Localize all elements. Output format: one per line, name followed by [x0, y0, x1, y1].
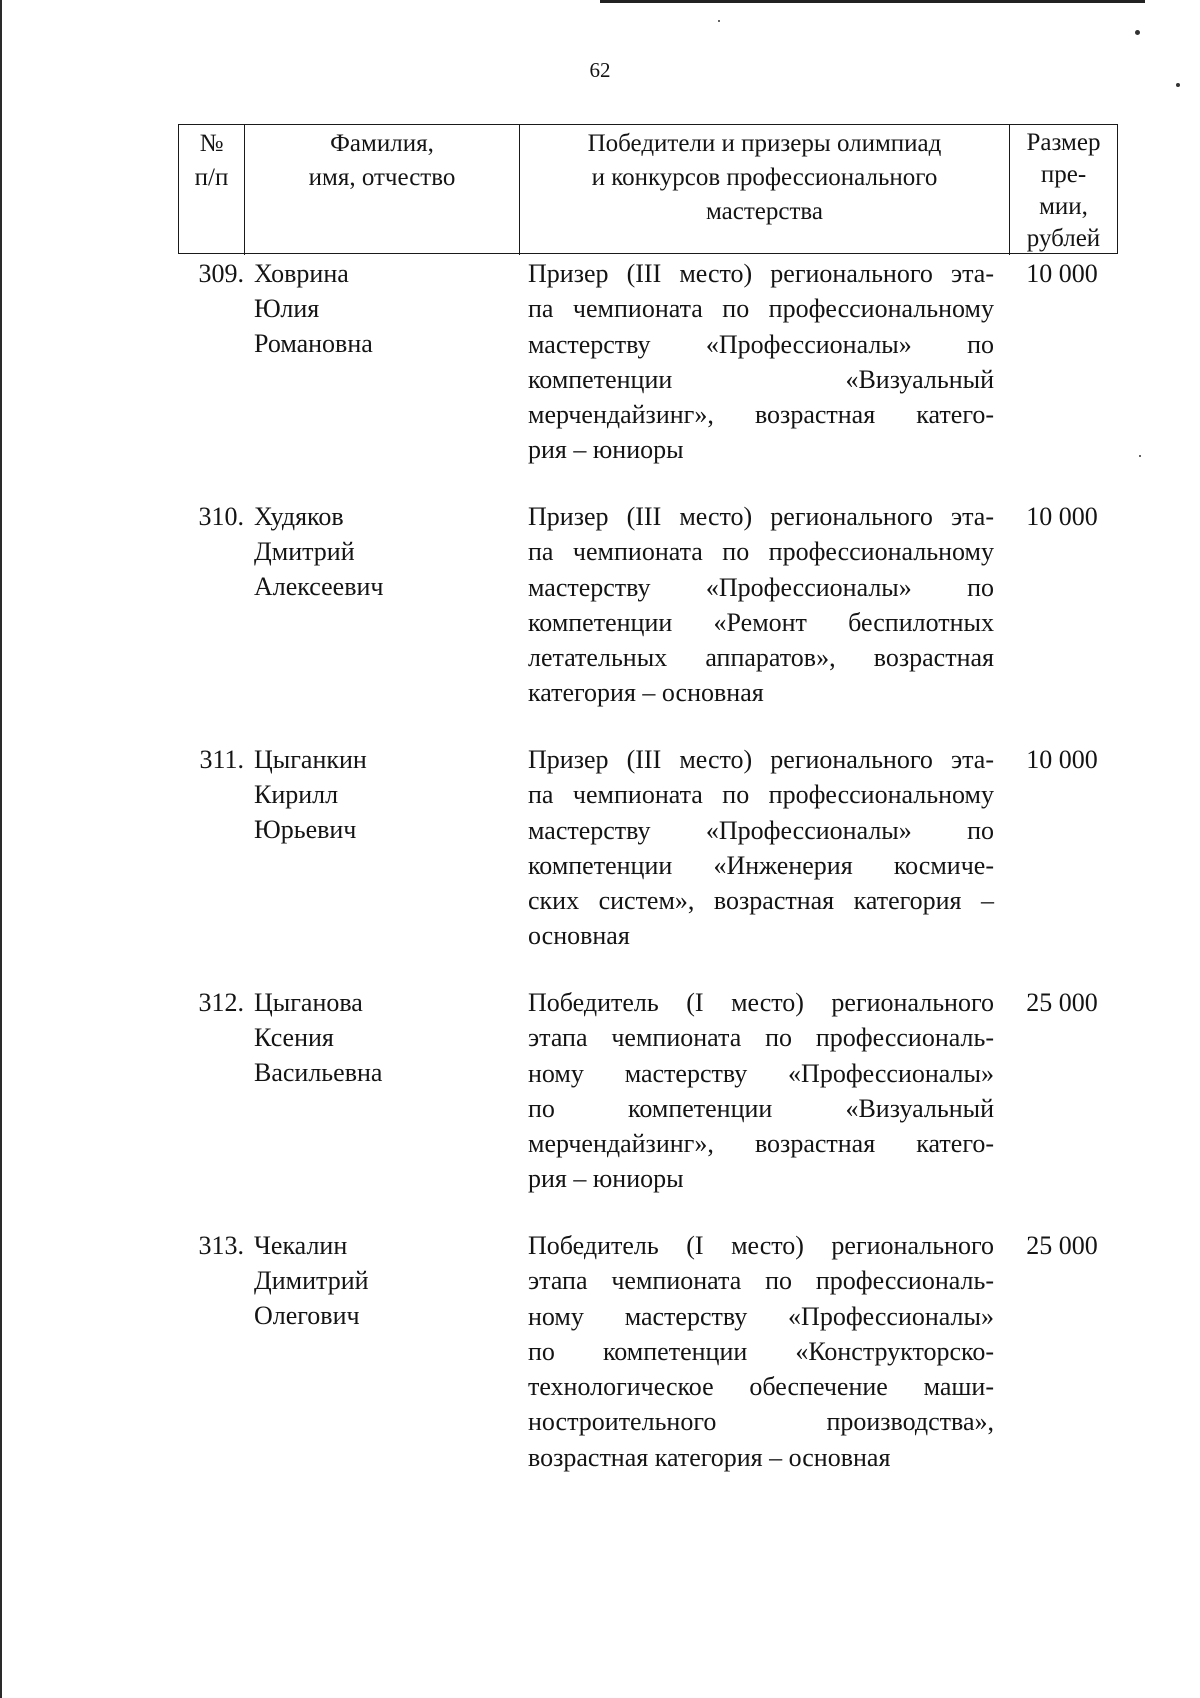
row-full-name: [254, 256, 514, 361]
description-line: ному мастерству «Профессионалы»: [528, 1301, 994, 1331]
header-achievement-line: Победители и призеры олимпиад: [587, 130, 942, 157]
header-prize: [1010, 125, 1117, 255]
header-prize-line: пре-: [1040, 161, 1087, 188]
row-description: [528, 742, 994, 954]
surname: Чекалин: [254, 1231, 348, 1260]
description-line: этапа чемпионата по профессиональ-: [528, 1023, 994, 1053]
description-line: па чемпионата по профессиональному: [528, 780, 994, 810]
header-number: [179, 125, 245, 255]
table-row: [178, 1228, 1118, 1508]
surname: Ховрина: [254, 259, 349, 288]
row-description: [528, 1228, 994, 1475]
row-amount: 10 000: [1026, 745, 1098, 774]
header-achievement-line: мастерства: [706, 198, 823, 225]
description-line: технологическое обеспечение маши-: [528, 1372, 994, 1402]
description-line: возрастная категория – основная: [528, 1442, 891, 1472]
first-name: Кирилл: [254, 780, 339, 809]
description-line: этапа чемпионата по профессиональ-: [528, 1266, 994, 1296]
description-line: компетенции «Ремонт беспилотных: [528, 607, 994, 637]
description-line: по компетенции «Визуальный: [528, 1093, 994, 1123]
scan-speck: [1135, 30, 1140, 35]
patronymic: Олегович: [254, 1301, 360, 1330]
description-line: основная: [528, 921, 630, 951]
first-name: Димитрий: [254, 1266, 369, 1295]
row-full-name: [254, 985, 514, 1090]
table-row: [178, 499, 1118, 739]
header-name: [245, 125, 520, 255]
row-number: 311.: [199, 745, 244, 774]
description-line: компетенции «Инженерия космиче-: [528, 850, 994, 880]
description-line: Призер (III место) регионального эта-: [528, 502, 994, 531]
table-row: [178, 742, 1118, 982]
description-line: рия – юниоры: [528, 435, 684, 465]
row-amount: 10 000: [1026, 259, 1098, 288]
header-number-line: №: [199, 130, 224, 157]
surname: Цыганова: [254, 988, 363, 1017]
patronymic: Алексеевич: [254, 572, 384, 601]
row-description: [528, 256, 994, 468]
row-number: 309.: [198, 259, 244, 288]
description-line: рия – юниоры: [528, 1164, 684, 1194]
description-line: Победитель (I место) регионального: [528, 988, 994, 1017]
row-amount: 25 000: [1026, 1231, 1098, 1260]
table-row: [178, 256, 1118, 496]
header-name-line: Фамилия,: [330, 130, 434, 157]
scan-speck: [718, 20, 720, 22]
scan-left-edge: [0, 0, 2, 1698]
row-number: 312.: [198, 988, 244, 1017]
surname: Цыганкин: [254, 745, 367, 774]
description-line: мастерству «Профессионалы» по: [528, 329, 994, 359]
row-description: [528, 499, 994, 711]
description-line: летательных аппаратов», возрастная: [528, 643, 994, 673]
description-line: мастерству «Профессионалы» по: [528, 815, 994, 845]
description-line: Призер (III место) регионального эта-: [528, 745, 994, 774]
first-name: Дмитрий: [254, 537, 355, 566]
scan-top-edge: [600, 0, 1145, 3]
description-line: мерчендайзинг», возрастная катего-: [528, 1129, 994, 1159]
description-line: ному мастерству «Профессионалы»: [528, 1058, 994, 1088]
description-line: Призер (III место) регионального эта-: [528, 259, 994, 288]
description-line: па чемпионата по профессиональному: [528, 537, 994, 567]
scan-speck: [1139, 455, 1141, 457]
surname: Худяков: [254, 502, 344, 531]
header-number-line: п/п: [194, 164, 229, 191]
row-description: [528, 985, 994, 1197]
scan-speck: [1176, 83, 1180, 87]
page-number: 62: [589, 58, 611, 82]
row-amount: 25 000: [1026, 988, 1098, 1017]
table-row: [178, 985, 1118, 1225]
description-line: мерчендайзинг», возрастная катего-: [528, 400, 994, 430]
row-amount: 10 000: [1026, 502, 1098, 531]
header-prize-line: Размер: [1026, 129, 1101, 156]
header-name-line: имя, отчество: [308, 164, 456, 191]
first-name: Ксения: [254, 1023, 334, 1052]
row-full-name: [254, 1228, 514, 1333]
header-achievement: [520, 125, 1010, 255]
header-prize-line: мии,: [1039, 193, 1088, 220]
patronymic: Романовна: [254, 329, 373, 358]
table-header: [178, 124, 1118, 254]
description-line: категория – основная: [528, 678, 764, 708]
row-number: 310.: [198, 502, 244, 531]
row-full-name: [254, 742, 514, 847]
patronymic: Юрьевич: [254, 815, 357, 844]
row-number: 313.: [198, 1231, 244, 1260]
description-line: па чемпионата по профессиональному: [528, 294, 994, 324]
description-line: Победитель (I место) регионального: [528, 1231, 994, 1260]
description-line: ских систем», возрастная категория –: [528, 886, 994, 916]
description-line: мастерству «Профессионалы» по: [528, 572, 994, 602]
row-full-name: [254, 499, 514, 604]
header-prize-line: рублей: [1026, 225, 1101, 252]
first-name: Юлия: [254, 294, 320, 323]
header-achievement-line: и конкурсов профессионального: [591, 164, 938, 191]
description-line: компетенции «Визуальный: [528, 364, 994, 394]
description-line: ностроительного производства»,: [528, 1407, 994, 1437]
patronymic: Васильевна: [254, 1058, 383, 1087]
description-line: по компетенции «Конструкторско-: [528, 1336, 994, 1366]
